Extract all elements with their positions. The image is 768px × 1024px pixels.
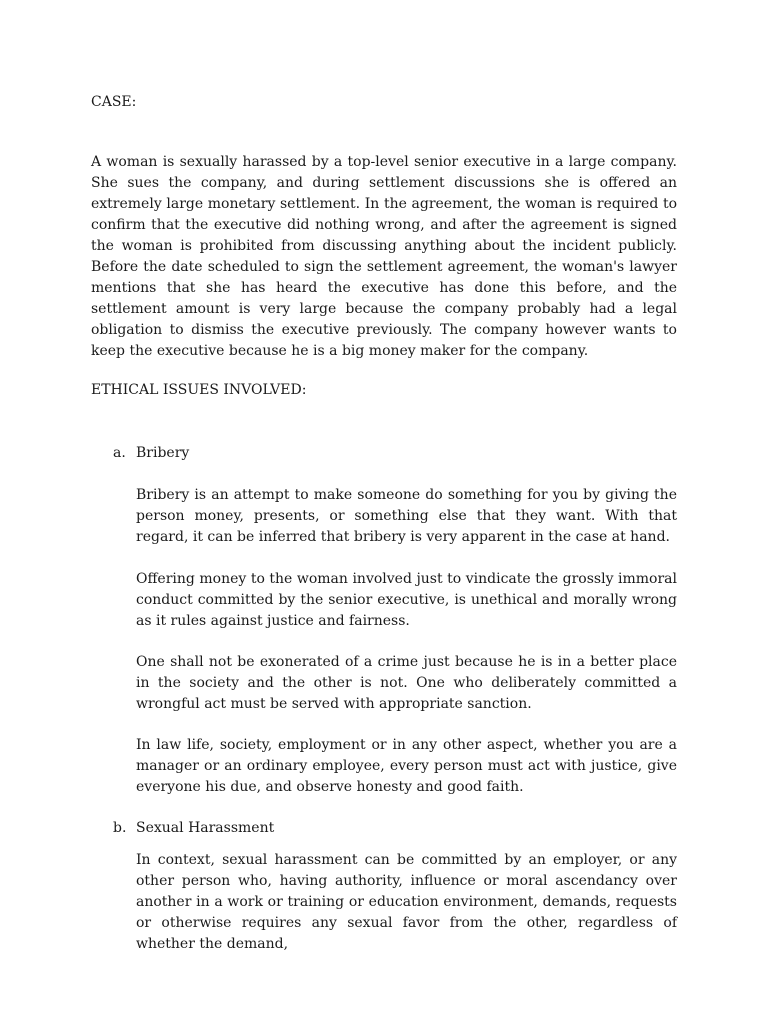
bribery-paragraph-4: In law life, society, employment or in any other aspect, whether you are a manager or an ordinary employee, every person must act with justice, give everyone his due, and observe honesty and good faith. bbox=[136, 737, 677, 795]
ethical-issues-heading: ETHICAL ISSUES INVOLVED: bbox=[91, 382, 307, 398]
issue-a-marker: a. bbox=[113, 445, 126, 461]
sexual-harassment-paragraph-1: In context, sexual harassment can be committed by an employer, or any other person who, having authority, influence or moral ascendancy over another in a work or training or education environment, demands, requests or otherwise requires any sexual favor from the other, regardless of whether the demand, bbox=[136, 852, 677, 952]
bribery-paragraph-2: Offering money to the woman involved just to vindicate the grossly immoral conduct committed by the senior executive, is unethical and morally wrong as it rules against justice and fairness. bbox=[136, 571, 677, 629]
issue-b-title: Sexual Harassment bbox=[136, 820, 275, 836]
case-heading: CASE: bbox=[91, 94, 137, 110]
bribery-paragraph-3: One shall not be exonerated of a crime just because he is in a better place in the society and the other is not. One who deliberately committed a wrongful act must be served with appropriate sanction. bbox=[136, 654, 677, 712]
issue-b-marker: b. bbox=[113, 820, 127, 836]
case-paragraph: A woman is sexually harassed by a top-level senior executive in a large company. She sues the company, and during settlement discussions she is offered an extremely large monetary settlement. In the agreement, the woman is required to confirm that the executive did nothing wrong, and after the agreement is signed the woman is prohibited from discussing anything about the incident publicly. Before the date scheduled to sign the settlement agreement, the woman's lawyer mentions that she has heard the executive has done this before, and the settlement amount is very large because the company probably had a legal obligation to dismiss the executive previously. The company however wants to keep the executive because he is a big money maker for the company. bbox=[91, 154, 677, 359]
issue-a-title: Bribery bbox=[136, 445, 190, 461]
bribery-paragraph-1: Bribery is an attempt to make someone do something for you by giving the person money, presents, or something else that they want. With that regard, it can be inferred that bribery is very apparent in the case at hand. bbox=[136, 487, 677, 545]
